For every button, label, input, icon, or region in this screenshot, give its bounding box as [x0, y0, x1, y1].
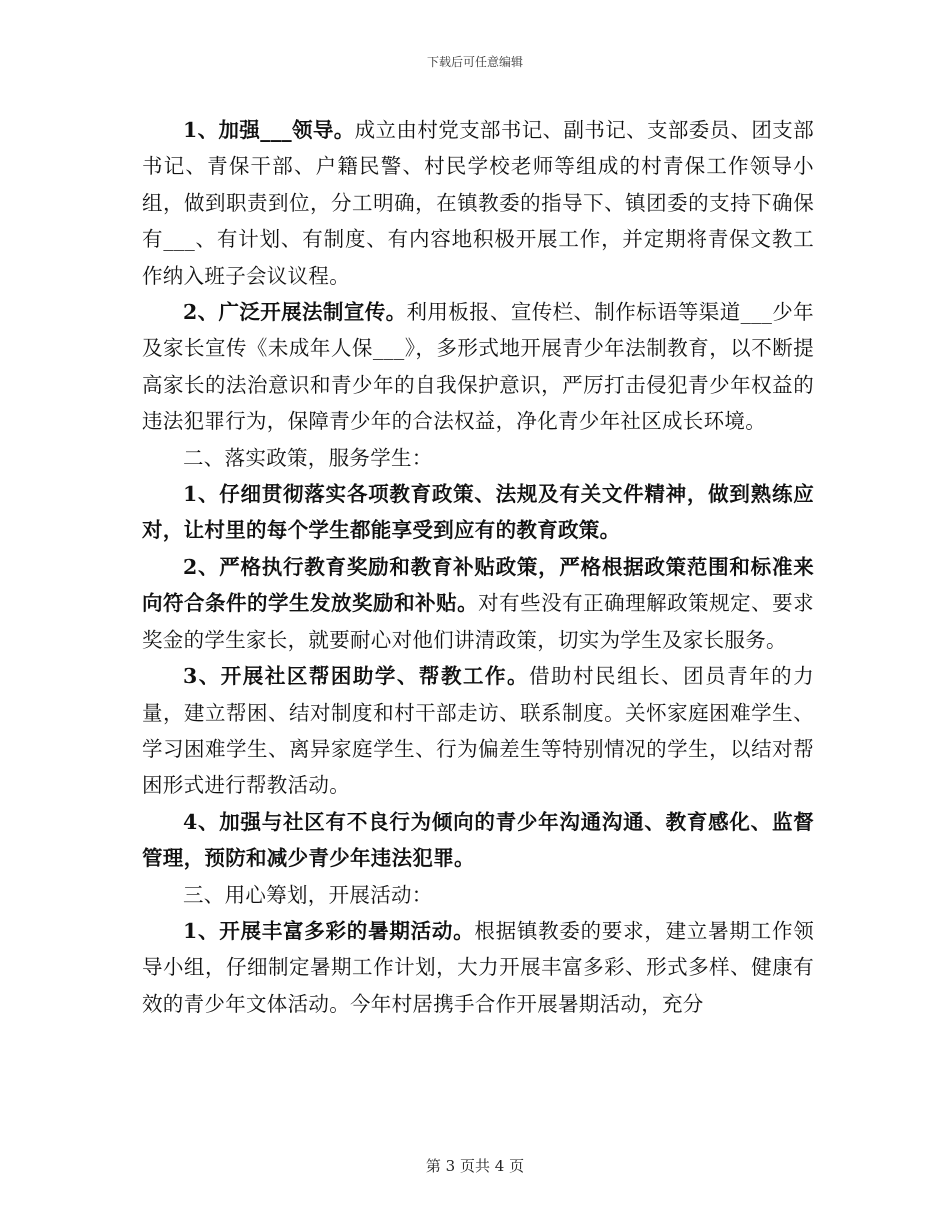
paragraph-youth-supervision	[142, 804, 814, 877]
section-heading-policy	[142, 440, 814, 476]
paragraph-heading: 2、严格执行教育奖励和教育补贴政策，严格根据政策范围和标准来向符合条件的学生发放奖励和补贴。	[142, 554, 814, 616]
paragraph-community-assistance	[142, 658, 814, 804]
paragraph-heading: 1、加强___领导。	[183, 118, 355, 142]
paragraph-heading: 4、加强与社区有不良行为倾向的青少年沟通沟通、教育感化、监督管理，预防和减少青少年违法犯罪。	[142, 809, 814, 871]
paragraph-rewards-subsidies	[142, 549, 814, 658]
paragraph-heading: 1、开展丰富多彩的暑期活动。	[183, 918, 475, 943]
paragraph-heading: 1、仔细贯彻落实各项教育政策、法规及有关文件精神，做到熟练应对，让村里的每个学生都能享受到应有的教育政策。	[142, 482, 814, 543]
section-heading-activities	[142, 877, 814, 913]
paragraph-summer-activities	[142, 913, 814, 1022]
paragraph-heading: 2、广泛开展法制宣传。	[183, 300, 407, 325]
paragraph-heading: 3、开展社区帮困助学、帮教工作。	[183, 664, 530, 689]
paragraph-text: 成立由村党支部书记、副书记、支部委员、团支部书记、青保干部、户籍民警、村民学校老师等组成的村青保工作领导小组，做到职责到位，分工明确，在镇教委的指导下、镇团委的支持下确保有___、有计划、有制度、有内容地积极开展工作，并定期将青保文教工作纳入班子会议议程。	[142, 118, 814, 288]
paragraph-text: 对有些没有正确理解政策规定、要求奖金的学生家长，就要耐心对他们讲清政策，切实为学生及家长服务。	[142, 591, 814, 652]
paragraph-implement-policy	[142, 476, 814, 549]
page-header: 下载后可任意编辑	[426, 55, 523, 69]
document-body	[142, 112, 814, 1022]
paragraph-text: 借助村民组长、团员青年的力量，建立帮困、结对制度和村干部走访、联系制度。关怀家庭困难学生、学习困难学生、离异家庭学生、行为偏差生等特别情况的学生，以结对帮困形式进行帮教活动。	[142, 664, 814, 798]
paragraph-leadership	[142, 112, 814, 294]
paragraph-text: 根据镇教委的要求，建立暑期工作领导小组，仔细制定暑期工作计划，大力开展丰富多彩、形式多样、健康有效的青少年文体活动。今年村居携手合作开展暑期活动，充分	[142, 918, 814, 1016]
paragraph-text: 利用板报、宣传栏、制作标语等渠道___少年及家长宣传《未成年人保___》，多形式地开展青少年法制教育，以不断提高家长的法治意识和青少年的自我保护意识，严厉打击侵犯青少年权益的违法犯罪行为，保障青少年的合法权益，净化青少年社区成长环境。	[142, 300, 814, 434]
section-heading-text: 二、落实政策，服务学生：	[183, 445, 433, 470]
page-number-footer: 第 3 页共 4 页	[425, 1157, 525, 1175]
section-heading-text: 三、用心筹划，开展活动：	[183, 882, 433, 907]
paragraph-legal-publicity	[142, 294, 814, 440]
